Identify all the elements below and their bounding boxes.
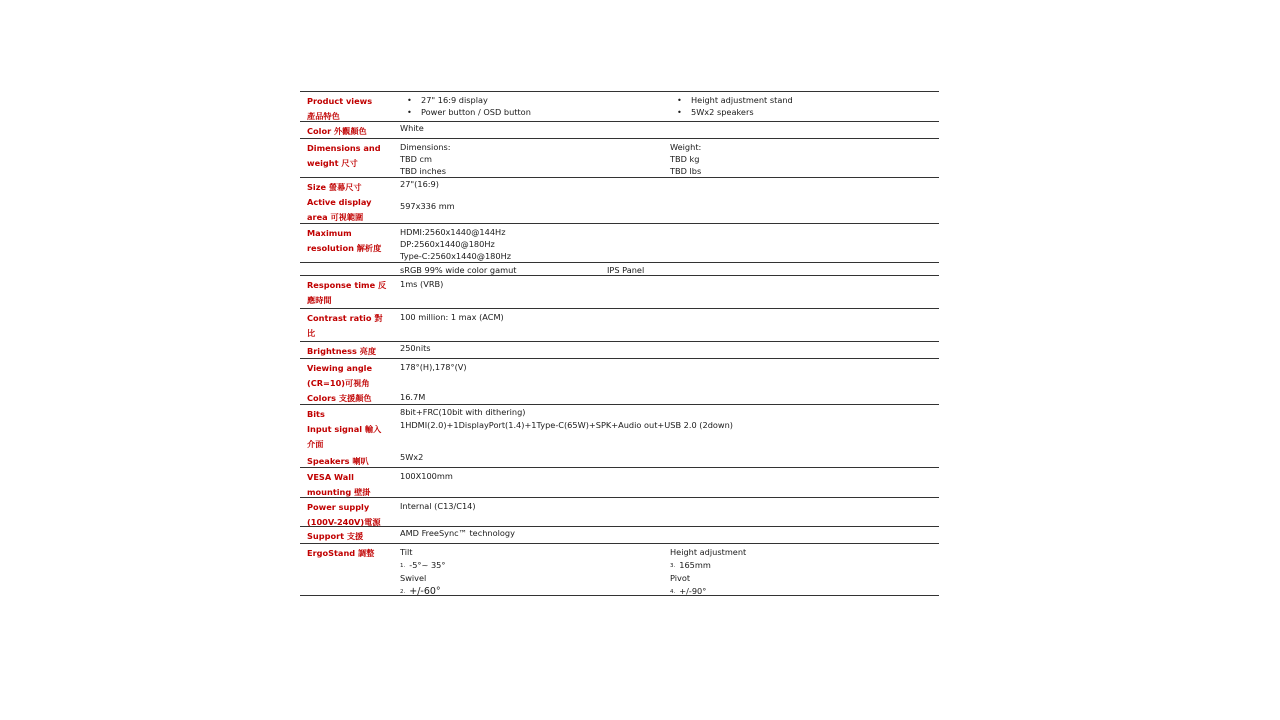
label-line: (100V-240V)電源 <box>307 517 381 527</box>
label-line: Input signal 輸入 <box>307 424 382 434</box>
row-ergostand <box>300 544 939 596</box>
label-line: Bits <box>307 409 325 419</box>
row-label <box>300 139 400 177</box>
row-label <box>300 342 400 358</box>
list-number: 3. <box>670 562 676 569</box>
label-line: area 可視範圍 <box>307 212 364 222</box>
value-line: DP:2560x1440@180Hz <box>400 239 495 249</box>
row-label <box>300 92 400 121</box>
list-item: • Power button / OSD button <box>400 106 531 118</box>
swivel-range: +/-60° <box>409 585 441 597</box>
label-line: 比 <box>307 328 316 338</box>
row-value <box>400 178 939 223</box>
label-line: Response time 反 <box>307 280 387 290</box>
value-line <box>670 585 746 599</box>
list-number: 4. <box>670 588 676 595</box>
list-number: 1. <box>400 562 406 569</box>
row-dimensions <box>300 139 939 178</box>
row-label <box>300 405 400 467</box>
value-line: 5Wx2 <box>400 452 424 462</box>
label-line: resolution 解析度 <box>307 243 382 253</box>
value-line: HDMI:2560x1440@144Hz <box>400 227 506 237</box>
label-line: Brightness 亮度 <box>307 346 377 356</box>
row-value <box>400 527 939 543</box>
dimensions-col <box>400 141 451 177</box>
row-gamut <box>300 263 939 276</box>
label-line: Viewing angle <box>307 363 373 373</box>
label-line: 介面 <box>307 439 324 449</box>
value-line: IPS Panel <box>607 265 645 275</box>
value-line: Height adjustment <box>670 547 747 557</box>
label-line: ErgoStand 調整 <box>307 548 375 558</box>
label-line: mounting 壁掛 <box>307 487 371 497</box>
row-value <box>400 342 939 358</box>
row-color <box>300 122 939 139</box>
row-value <box>400 359 939 404</box>
row-bits-input <box>300 405 939 468</box>
label-line: (CR=10)可視角 <box>307 378 370 388</box>
row-label <box>300 224 400 262</box>
label-line: Contrast ratio 對 <box>307 313 383 323</box>
value-line: 597x336 mm <box>400 201 455 211</box>
row-label <box>300 498 400 526</box>
row-value <box>400 139 939 177</box>
row-value <box>400 224 939 262</box>
value-line: Pivot <box>670 573 691 583</box>
value-line: Type-C:2560x1440@180Hz <box>400 251 512 261</box>
list-item: • 5Wx2 speakers <box>670 106 793 118</box>
value-line: 1ms (VRB) <box>400 279 444 289</box>
row-power-supply <box>300 498 939 527</box>
value-line: TBD kg <box>670 154 700 164</box>
label-line: Colors 支援顏色 <box>307 393 372 403</box>
feature-list-left <box>400 94 531 118</box>
row-resolution <box>300 224 939 263</box>
row-label <box>300 309 400 341</box>
ergo-left-col <box>400 546 445 598</box>
value-line: 100 million: 1 max (ACM) <box>400 312 504 322</box>
row-label <box>300 527 400 543</box>
ergo-right-col <box>670 546 746 598</box>
value-line: 178°(H),178°(V) <box>400 362 467 372</box>
feature-list-right <box>670 94 793 118</box>
label-line: Active display <box>307 197 372 207</box>
label-line: weight 尺寸 <box>307 158 358 168</box>
row-value <box>400 498 939 526</box>
value-line: Tilt <box>400 547 413 557</box>
label-line: Speakers 喇叭 <box>307 456 369 466</box>
value-line: White <box>400 123 424 133</box>
row-viewing-angle <box>300 359 939 405</box>
row-value <box>400 276 939 308</box>
value-line <box>400 585 445 599</box>
label-line: VESA Wall <box>307 472 354 482</box>
value-line: 250nits <box>400 343 431 353</box>
row-label <box>300 178 400 223</box>
list-item: • 27" 16:9 display <box>400 94 531 106</box>
row-contrast <box>300 309 939 342</box>
label-line: Power supply <box>307 502 370 512</box>
list-number: 2. <box>400 588 406 595</box>
row-label <box>300 468 400 497</box>
value-line: TBD lbs <box>670 166 702 176</box>
label-line: Product views <box>307 96 373 106</box>
row-label <box>300 359 400 404</box>
value-line: 8bit+FRC(10bit with dithering) <box>400 407 526 417</box>
value-line: Weight: <box>670 142 702 152</box>
label-line: 產品特色 <box>307 111 340 121</box>
row-label <box>300 122 400 138</box>
label-line: Color 外觀顏色 <box>307 126 367 136</box>
row-value <box>400 263 939 275</box>
row-value <box>400 92 939 121</box>
value-line: 100X100mm <box>400 471 453 481</box>
label-line: Size 螢幕尺寸 <box>307 182 362 192</box>
row-value <box>400 468 939 497</box>
value-line: 16.7M <box>400 392 426 402</box>
spec-table <box>300 91 939 596</box>
row-product-views <box>300 92 939 122</box>
value-line: AMD FreeSync™ technology <box>400 528 515 538</box>
row-vesa <box>300 468 939 498</box>
row-value <box>400 309 939 341</box>
label-line: Dimensions and <box>307 143 381 153</box>
row-label <box>300 544 400 595</box>
row-value <box>400 405 939 467</box>
value-line: Dimensions: <box>400 142 451 152</box>
value-line: Internal (C13/C14) <box>400 501 476 511</box>
row-size <box>300 178 939 224</box>
row-label <box>300 263 400 275</box>
row-support <box>300 527 939 544</box>
value-line: TBD cm <box>400 154 433 164</box>
value-line <box>670 559 746 573</box>
label-line: Support 支援 <box>307 531 364 541</box>
weight-col <box>670 141 701 177</box>
row-value <box>400 544 939 595</box>
pivot-range: +/-90° <box>679 585 707 596</box>
row-value <box>400 122 939 138</box>
value-line <box>400 559 445 573</box>
value-line: sRGB 99% wide color gamut <box>400 265 517 275</box>
value-line: 27"(16:9) <box>400 179 439 189</box>
height-range: 165mm <box>679 559 711 570</box>
row-brightness <box>300 342 939 359</box>
label-line: Maximum <box>307 228 352 238</box>
value-line: 1HDMI(2.0)+1DisplayPort(1.4)+1Type-C(65W)+SPK+Audio out+USB 2.0 (2down) <box>400 420 733 430</box>
label-line: 應時間 <box>307 295 332 305</box>
row-label <box>300 276 400 308</box>
tilt-range: -5°~ 35° <box>409 559 446 570</box>
list-item: • Height adjustment stand <box>670 94 793 106</box>
value-line: TBD inches <box>400 166 446 176</box>
value-line: Swivel <box>400 573 427 583</box>
row-response-time <box>300 276 939 309</box>
